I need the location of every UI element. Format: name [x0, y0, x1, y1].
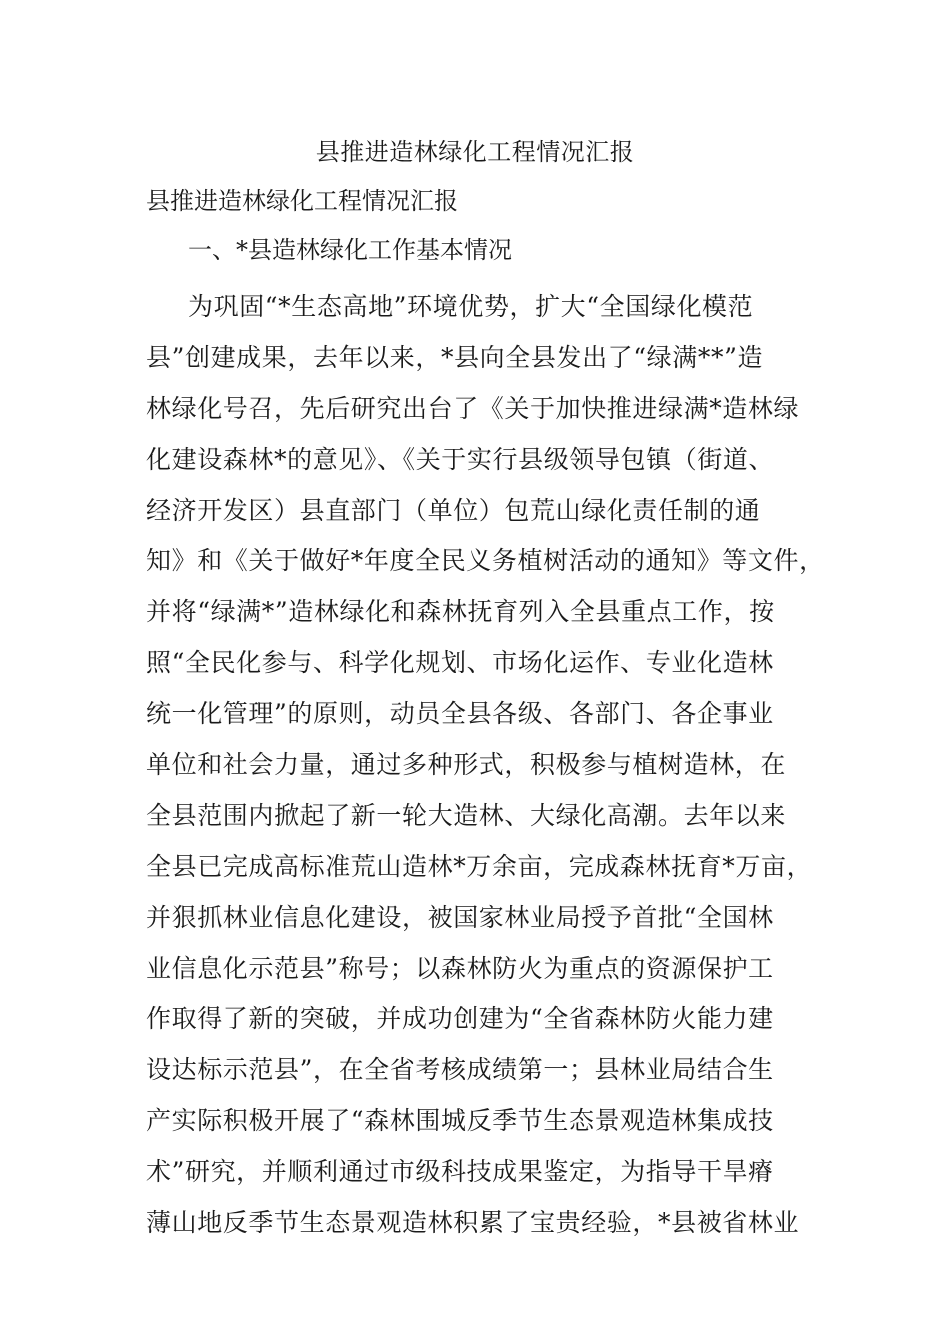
paragraph-line: 经济开发区）县直部门（单位）包荒山绿化责任制的通: [146, 495, 761, 525]
document-subtitle: 县推进造林绿化工程情况汇报: [146, 187, 458, 215]
paragraph-line: 全县已完成高标准荒山造林*万余亩，完成森林抚育*万亩，: [146, 851, 813, 881]
paragraph-line: 知》和《关于做好*年度全民义务植树活动的通知》等文件，: [146, 546, 825, 576]
paragraph-line: 产实际积极开展了“森林围城反季节生态景观造林集成技: [146, 1106, 774, 1136]
paragraph-line: 薄山地反季节生态景观造林积累了宝贵经验，*县被省林业: [146, 1208, 800, 1238]
paragraph-line: 并狠抓林业信息化建设，被国家林业局授予首批“全国林: [146, 902, 774, 932]
paragraph-line: 并将“绿满*”造林绿化和森林抚育列入全县重点工作，按: [146, 597, 775, 627]
document-title: 县推进造林绿化工程情况汇报: [315, 138, 635, 166]
paragraph-line: 照“全民化参与、科学化规划、市场化运作、专业化造林: [146, 648, 774, 678]
section-heading: 一、*县造林绿化工作基本情况: [188, 236, 512, 264]
paragraph-line: 为巩固“*生态高地”环境优势，扩大“全国绿化模范: [188, 292, 754, 321]
paragraph-line: 作取得了新的突破，并成功创建为“全省森林防火能力建: [146, 1004, 774, 1034]
paragraph-line: 设达标示范县”，在全省考核成绩第一；县林业局结合生: [146, 1055, 774, 1085]
paragraph-line: 县”创建成果，去年以来，*县向全县发出了“绿满**”造: [146, 342, 764, 372]
paragraph-line: 业信息化示范县”称号；以森林防火为重点的资源保护工: [146, 953, 774, 983]
body-paragraph: [146, 282, 826, 1249]
paragraph-line: 统一化管理”的原则，动员全县各级、各部门、各企事业: [146, 699, 774, 729]
paragraph-line: 术”研究，并顺利通过市级科技成果鉴定，为指导干旱瘠: [146, 1157, 774, 1187]
paragraph-line: 化建设森林*的意见》、《关于实行县级领导包镇（街道、: [146, 444, 775, 474]
paragraph-line: 单位和社会力量，通过多种形式，积极参与植树造林，在: [146, 750, 787, 780]
paragraph-line: 林绿化号召，先后研究出台了《关于加快推进绿满*造林绿: [146, 393, 800, 423]
paragraph-line: 全县范围内掀起了新一轮大造林、大绿化高潮。去年以来: [146, 800, 787, 830]
